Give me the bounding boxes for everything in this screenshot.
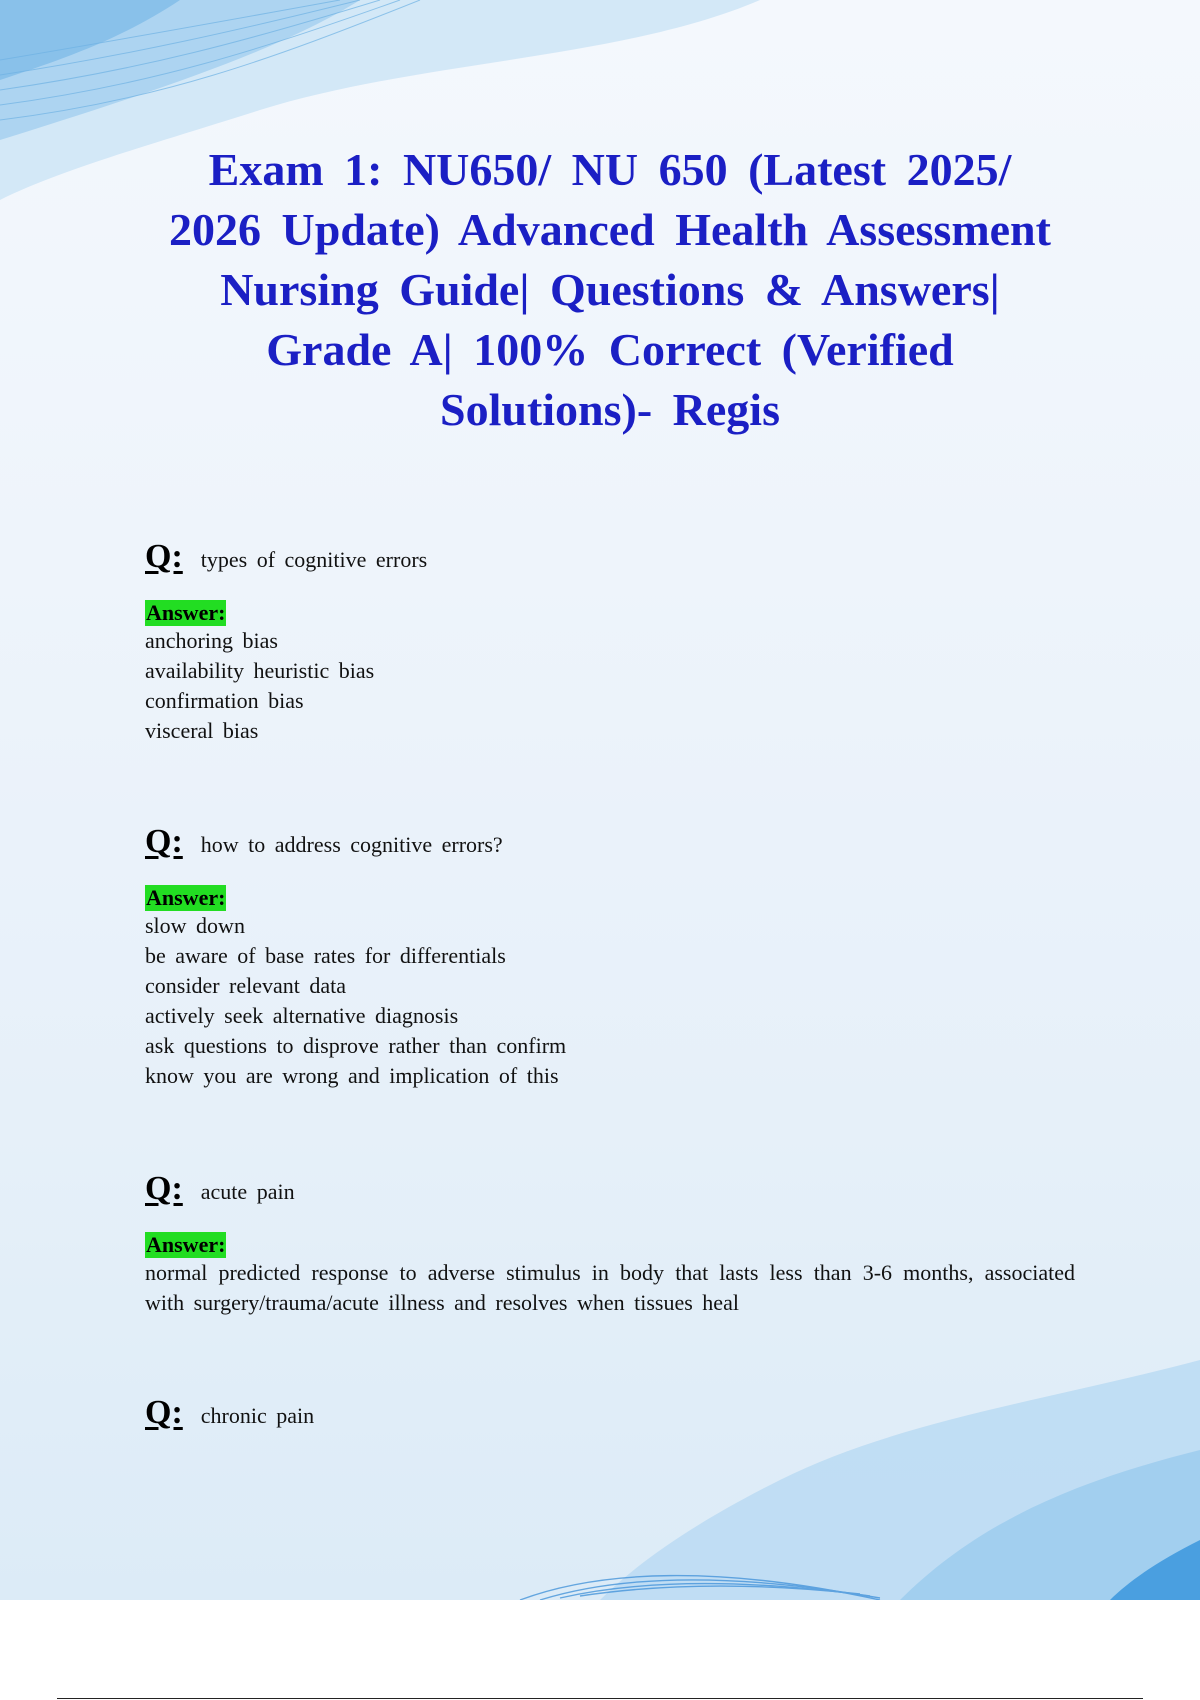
question-text: types of cognitive errors bbox=[200, 547, 428, 572]
answer-line: know you are wrong and implication of this bbox=[145, 1063, 559, 1088]
question-marker: Q: bbox=[145, 823, 183, 860]
answer-line: consider relevant data bbox=[145, 973, 347, 998]
question-marker: Q: bbox=[145, 538, 183, 575]
answer-line: slow down bbox=[145, 913, 245, 938]
footer-rule bbox=[57, 1698, 1143, 1699]
question-text: acute pain bbox=[200, 1179, 295, 1204]
document-title: Exam 1: NU650/ NU 650 (Latest 2025/ 2026 Update) Advanced Health Assessment Nursing Guide| Questions & Answers| Grade A| 100% Correct (Verified Solutions)- Regis bbox=[169, 144, 1051, 435]
answer-label: Answer: bbox=[146, 885, 226, 910]
question-text: chronic pain bbox=[200, 1403, 315, 1428]
answer-line: actively seek alternative diagnosis bbox=[145, 1003, 459, 1028]
answer-line: be aware of base rates for differentials bbox=[145, 943, 506, 968]
qa-item-1 bbox=[145, 538, 1075, 746]
answer-line: confirmation bias bbox=[145, 688, 304, 713]
question-marker: Q: bbox=[145, 1394, 183, 1431]
qa-item-3 bbox=[145, 1170, 1075, 1318]
answer-label: Answer: bbox=[146, 600, 226, 625]
question-marker: Q: bbox=[145, 1170, 183, 1207]
answer-label: Answer: bbox=[146, 1232, 226, 1257]
answer-paragraph: normal predicted response to adverse stimulus in body that lasts less than 3-6 months, associated with surgery/trauma/acute illness and resolves when tissues heal bbox=[145, 1260, 1075, 1315]
answer-line: visceral bias bbox=[145, 718, 259, 743]
answer-line: availability heuristic bias bbox=[145, 658, 375, 683]
answer-line: anchoring bias bbox=[145, 628, 278, 653]
qa-item-2 bbox=[145, 823, 1075, 1091]
answer-line: ask questions to disprove rather than confirm bbox=[145, 1033, 567, 1058]
question-text: how to address cognitive errors? bbox=[200, 832, 503, 857]
qa-item-4 bbox=[145, 1394, 1075, 1432]
